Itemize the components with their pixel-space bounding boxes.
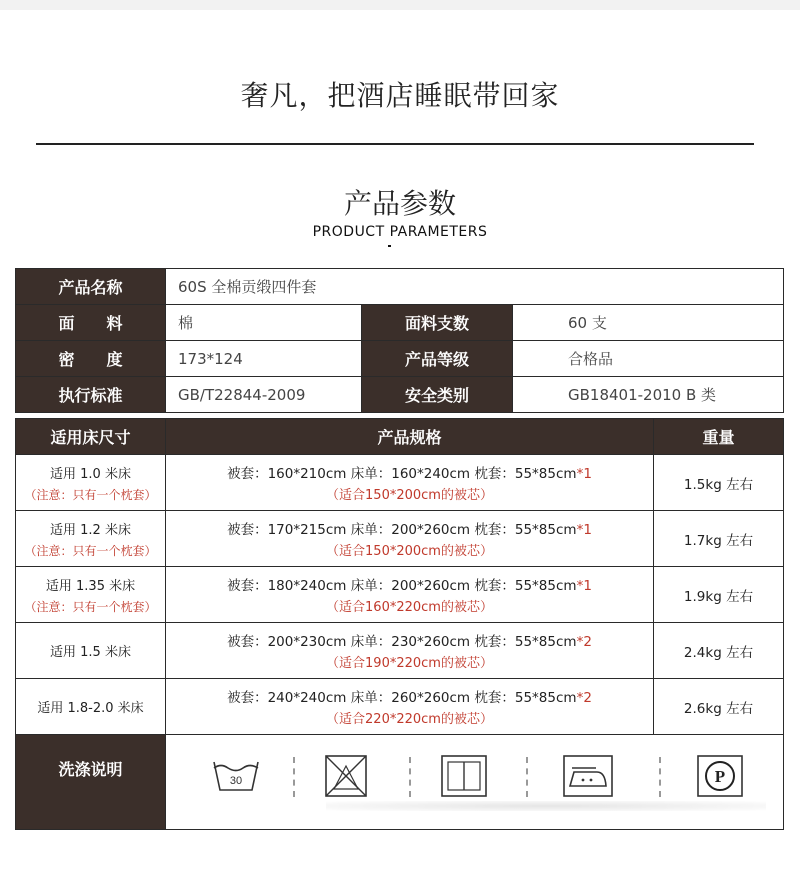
spec-pillow-qty: *1 xyxy=(576,522,592,538)
spec-pillow-qty: *1 xyxy=(576,578,592,594)
spec-duvet-fit: （适合150*200cm的被芯） xyxy=(326,544,493,559)
size-row-spec xyxy=(165,678,654,735)
wash-label: 洗涤说明 xyxy=(15,734,166,830)
value-standard: GB/T22844-2009 xyxy=(165,376,362,413)
no-tumble-dry-icon xyxy=(319,753,373,799)
header-weight: 重量 xyxy=(653,418,784,455)
label-grade: 产品等级 xyxy=(361,340,513,377)
size-row-spec xyxy=(165,566,654,623)
top-strip xyxy=(0,0,800,10)
bed-size-label: 适用 1.35 米床 xyxy=(45,578,136,594)
size-row-weight: 1.9kg 左右 xyxy=(653,566,784,623)
bed-size-note: （注意：只有一个枕套） xyxy=(24,487,157,502)
label-product-name: 产品名称 xyxy=(15,268,166,305)
label-density: 密 度 xyxy=(15,340,166,377)
section-title: 产品参数 xyxy=(343,187,456,220)
subtitle-tick xyxy=(388,245,391,247)
label-standard: 执行标准 xyxy=(15,376,166,413)
spec-dimensions: 被套：180*240cm 床单：200*260cm 枕套：55*85cm xyxy=(227,578,577,594)
spec-dimensions: 被套：240*240cm 床单：260*260cm 枕套：55*85cm xyxy=(227,690,577,706)
section-subtitle: PRODUCT PARAMETERS xyxy=(312,224,488,240)
spec-pillow-qty: *2 xyxy=(576,634,592,650)
bed-size-label: 适用 1.8-2.0 米床 xyxy=(37,701,144,716)
wash-temp-text: 30 xyxy=(229,775,243,787)
bed-size-label: 适用 1.5 米床 xyxy=(50,645,131,660)
dry-clean-p-icon xyxy=(693,753,747,799)
spec-pillow-qty: *2 xyxy=(576,690,592,706)
size-row-bed xyxy=(15,622,166,679)
size-row-weight: 1.5kg 左右 xyxy=(653,454,784,511)
bed-size-note: （注意：只有一个枕套） xyxy=(24,543,157,558)
dry-clean-letter: P xyxy=(714,767,726,786)
size-row-weight: 2.4kg 左右 xyxy=(653,622,784,679)
size-row-spec xyxy=(165,454,654,511)
value-thread-count: 60 支 xyxy=(512,304,784,341)
size-row-bed xyxy=(15,454,166,511)
spec-dimensions: 被套：160*210cm 床单：160*240cm 枕套：55*85cm xyxy=(227,466,577,482)
iron-medium-icon xyxy=(561,753,615,799)
parameters-table xyxy=(15,268,784,830)
spec-duvet-fit: （适合190*220cm的被芯） xyxy=(326,656,493,671)
size-row-bed xyxy=(15,510,166,567)
header-spec: 产品规格 xyxy=(165,418,654,455)
icons-shadow xyxy=(326,801,766,811)
icon-separator xyxy=(293,757,295,797)
spec-dimensions: 被套：170*215cm 床单：200*260cm 枕套：55*85cm xyxy=(227,522,577,538)
value-grade: 合格品 xyxy=(512,340,784,377)
header-bed-size: 适用床尺寸 xyxy=(15,418,166,455)
label-safety: 安全类别 xyxy=(361,376,513,413)
spec-dimensions: 被套：200*230cm 床单：230*260cm 枕套：55*85cm xyxy=(227,634,577,650)
size-row-weight: 1.7kg 左右 xyxy=(653,510,784,567)
value-product-name: 60S 全棉贡缎四件套 xyxy=(165,268,784,305)
bed-size-label: 适用 1.2 米床 xyxy=(50,522,131,538)
wash-icons-panel xyxy=(165,734,784,830)
icon-separator xyxy=(409,757,411,797)
size-row-spec xyxy=(165,622,654,679)
line-dry-icon xyxy=(437,753,491,799)
wash-30-icon xyxy=(209,753,263,799)
size-row-bed xyxy=(15,678,166,735)
label-fabric: 面 料 xyxy=(15,304,166,341)
spec-duvet-fit: （适合150*200cm的被芯） xyxy=(326,488,493,503)
value-safety: GB18401-2010 B 类 xyxy=(512,376,784,413)
brand-slogan: 奢凡，把酒店睡眠带回家 xyxy=(240,79,560,112)
size-row-bed xyxy=(15,566,166,623)
spec-duvet-fit: （适合160*220cm的被芯） xyxy=(326,600,493,615)
size-row-weight: 2.6kg 左右 xyxy=(653,678,784,735)
value-density: 173*124 xyxy=(165,340,362,377)
divider-line xyxy=(36,143,754,145)
value-fabric: 棉 xyxy=(165,304,362,341)
spec-duvet-fit: （适合220*220cm的被芯） xyxy=(326,712,493,727)
spec-pillow-qty: *1 xyxy=(576,466,592,482)
label-thread-count: 面料支数 xyxy=(361,304,513,341)
size-row-spec xyxy=(165,510,654,567)
icon-separator xyxy=(659,757,661,797)
icon-separator xyxy=(526,757,528,797)
bed-size-note: （注意：只有一个枕套） xyxy=(24,599,157,614)
bed-size-label: 适用 1.0 米床 xyxy=(50,466,131,482)
